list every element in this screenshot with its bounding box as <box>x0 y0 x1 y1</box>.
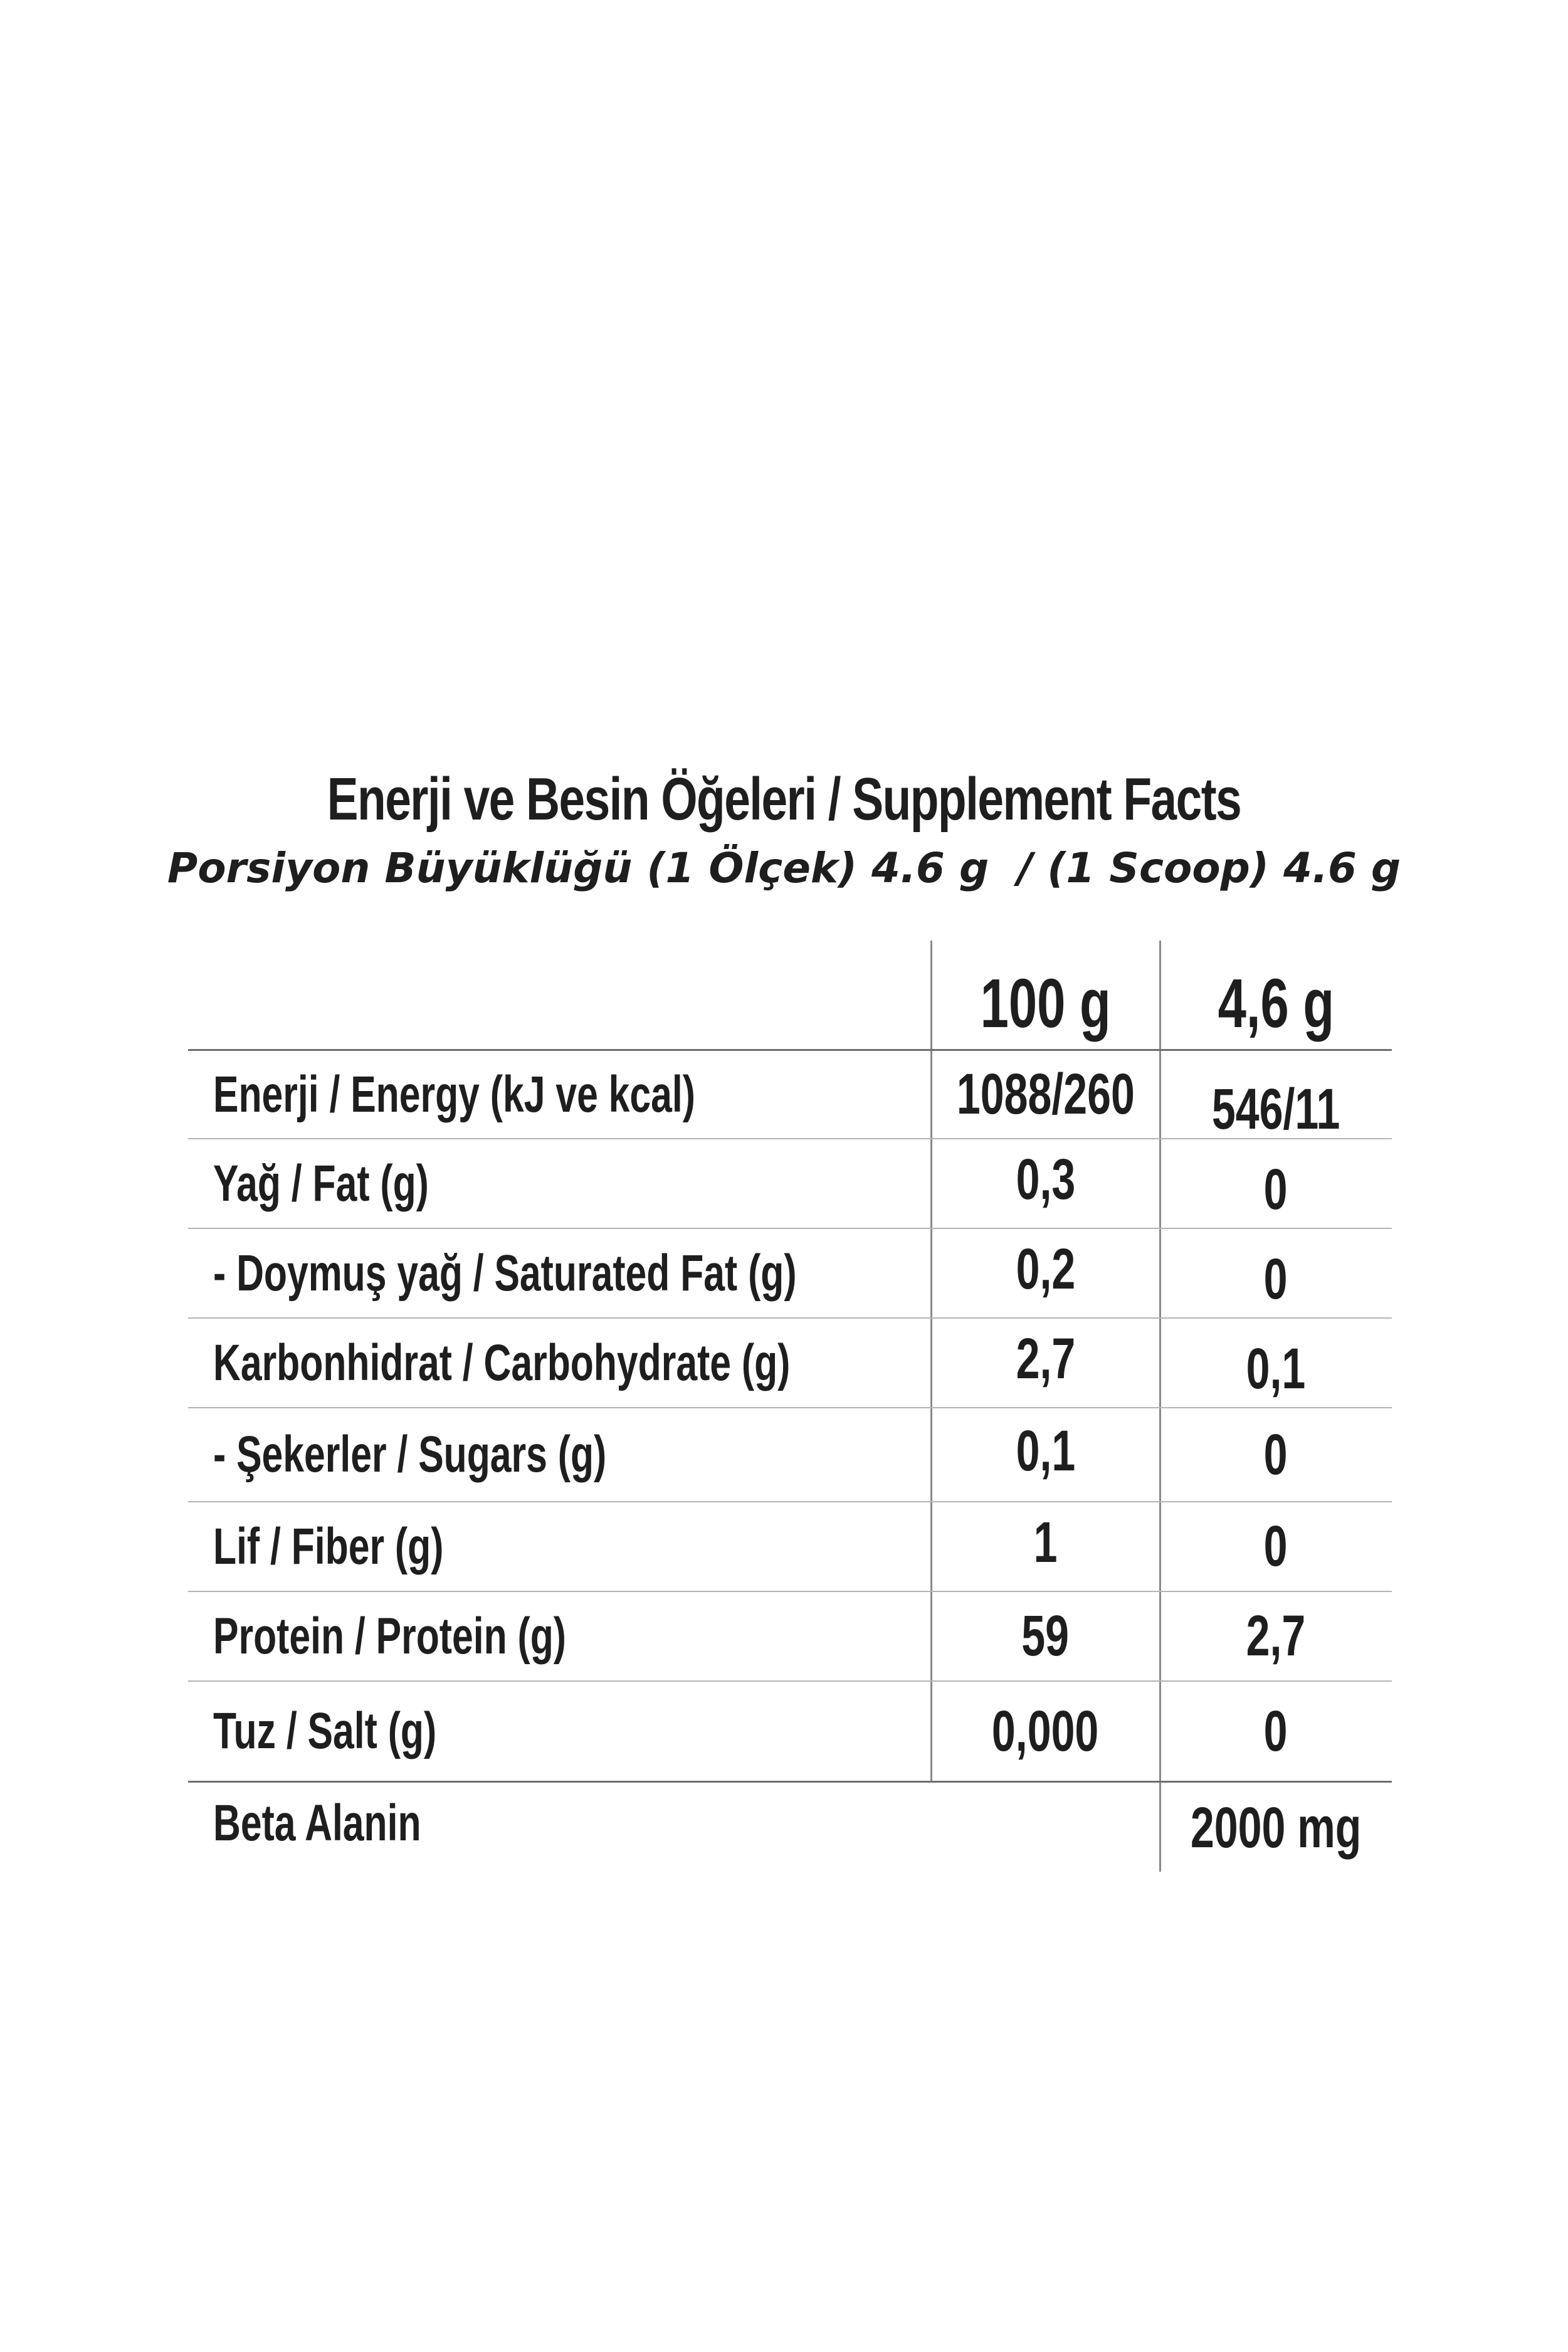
row-label-saturated-fat: - Doymuş yağ / Saturated Fat (g) <box>213 1244 797 1302</box>
row-value-protein-100g: 59 <box>1021 1604 1070 1668</box>
row-value-fiber-100g: 1 <box>1033 1511 1058 1574</box>
row-value-salt-100g: 0,000 <box>992 1699 1099 1763</box>
row-label-carbohydrate: Karbonhidrat / Carbohydrate (g) <box>213 1334 791 1391</box>
row-value-beta-alanine-100g <box>931 1783 1160 1864</box>
row-label-energy: Enerji / Energy (kJ ve kcal) <box>213 1065 695 1123</box>
row-value-fiber-serving: 0 <box>1264 1514 1288 1578</box>
row-label-sugars: - Şekerler / Sugars (g) <box>213 1426 607 1483</box>
row-label-fiber: Lif / Fiber (g) <box>213 1517 444 1575</box>
row-label-protein: Protein / Protein (g) <box>213 1607 566 1665</box>
row-value-sugars-100g: 0,1 <box>1016 1418 1075 1483</box>
row-value-carbohydrate-100g: 2,7 <box>1016 1327 1075 1391</box>
row-value-sugars-serving: 0 <box>1264 1422 1288 1487</box>
page-title: Enerji ve Besin Öğeleri / Supplement Facts <box>327 766 1241 833</box>
column-header-100g: 100 g <box>980 964 1111 1042</box>
row-value-saturated-fat-serving: 0 <box>1264 1247 1288 1311</box>
serving-size: Porsiyon Büyüklüğü (1 Ölçek) 4.6 g / (1 Scoop) 4.6 g <box>167 844 1401 892</box>
column-header-serving: 4,6 g <box>1218 964 1334 1042</box>
row-value-fat-100g: 0,3 <box>1016 1147 1075 1211</box>
row-value-saturated-fat-100g: 0,2 <box>1016 1237 1075 1301</box>
row-label-fat: Yağ / Fat (g) <box>213 1154 429 1212</box>
row-value-beta-alanine-serving: 2000 mg <box>1190 1795 1362 1860</box>
row-value-protein-serving: 2,7 <box>1246 1604 1306 1668</box>
row-value-energy-serving: 546/11 <box>1211 1077 1340 1141</box>
row-value-carbohydrate-serving: 0,1 <box>1246 1337 1306 1401</box>
row-value-fat-serving: 0 <box>1264 1158 1288 1221</box>
row-label-salt: Tuz / Salt (g) <box>213 1702 437 1759</box>
row-value-energy-100g: 1088/260 <box>956 1062 1135 1126</box>
row-label-beta-alanine: Beta Alanin <box>213 1795 421 1852</box>
row-value-salt-serving: 0 <box>1264 1699 1288 1763</box>
